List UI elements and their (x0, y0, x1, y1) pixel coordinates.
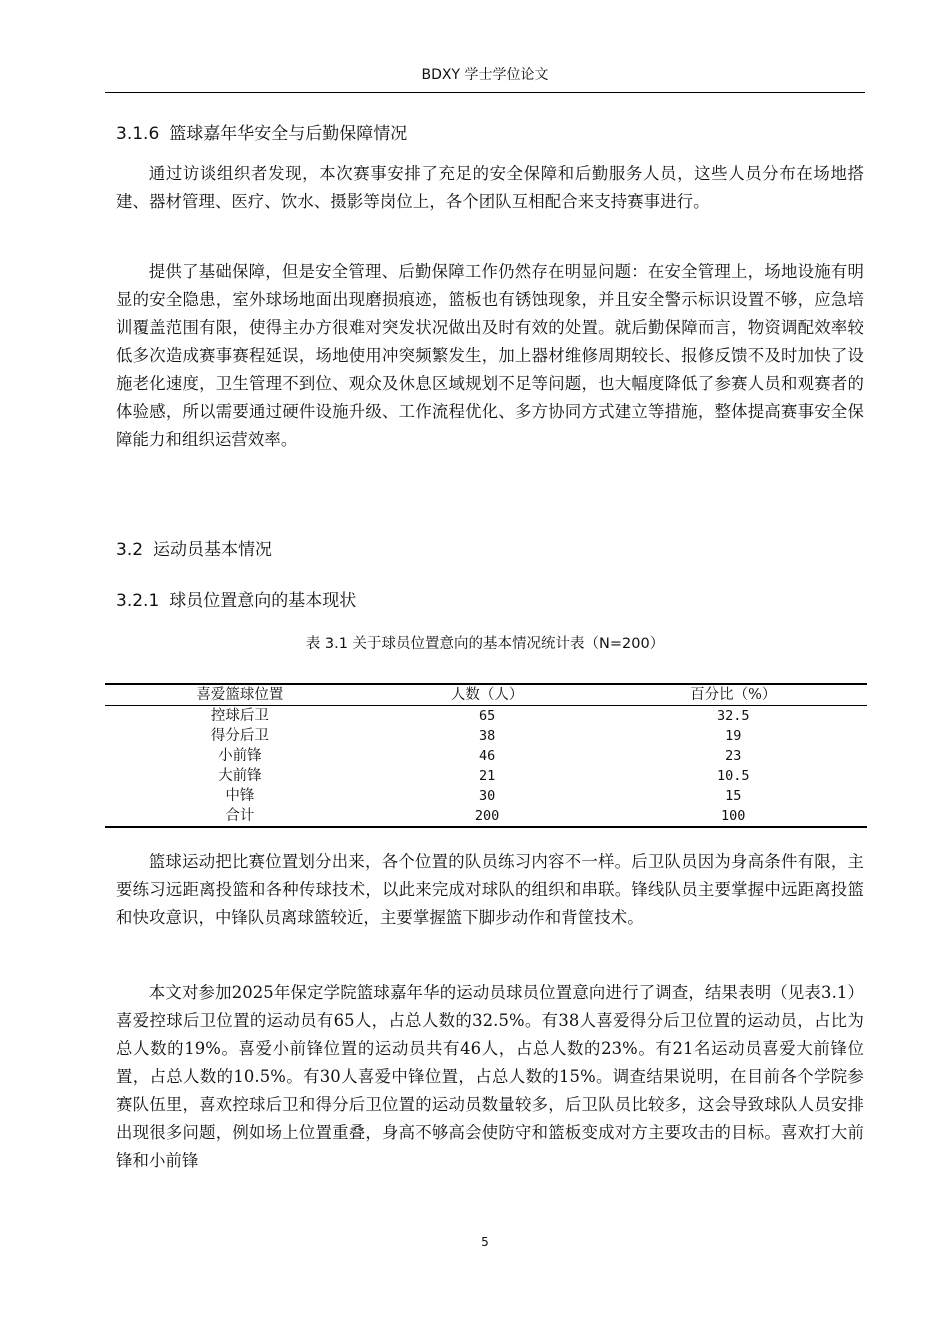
percent-cell: 10.5 (716, 768, 750, 784)
table-row (105, 766, 867, 786)
position-cell: 中锋 (225, 788, 255, 804)
section-number: 3.2.1 (116, 591, 160, 611)
percent-cell: 19 (725, 728, 742, 744)
position-cell: 大前锋 (218, 768, 262, 784)
paragraph: 篮球运动把比赛位置划分出来，各个位置的队员练习内容不一样。后卫队员因为身高条件有限，主要练习远距离投篮和各种传球技术，以此来完成对球队的组织和串联。锋线队员主要掌握中远距离投篮和快攻意识，中锋队员离球篮较近，主要掌握篮下脚步动作和背筐技术。 (116, 852, 864, 927)
count-cell: 46 (478, 748, 496, 764)
section-title: 运动员基本情况 (153, 540, 273, 560)
count-cell: 30 (478, 788, 496, 804)
table-caption: 表 3.1 关于球员位置意向的基本情况统计表（N=200） (305, 636, 665, 652)
count-cell: 200 (474, 808, 500, 824)
section-title: 球员位置意向的基本现状 (169, 591, 357, 611)
position-cell: 控球后卫 (210, 708, 269, 724)
count-cell: 38 (478, 728, 496, 744)
column-header: 喜爱篮球位置 (105, 684, 375, 706)
percent-cell: 23 (725, 748, 742, 764)
section-number: 3.1.6 (116, 124, 160, 144)
table-row (105, 746, 867, 766)
table-row (105, 726, 867, 746)
position-cell: 小前锋 (218, 748, 262, 764)
position-cell: 合计 (225, 808, 255, 824)
paragraph: 通过访谈组织者发现，本次赛事安排了充足的安全保障和后勤服务人员，这些人员分布在场地搭建、器材管理、医疗、饮水、摄影等岗位上，各个团队互相配合来支持赛事进行。 (116, 164, 864, 211)
percent-cell: 100 (721, 808, 746, 824)
table-row (105, 706, 867, 727)
percent-cell: 15 (725, 788, 742, 804)
position-cell: 得分后卫 (210, 728, 269, 744)
section-heading-3-1-6 (116, 119, 407, 144)
table-row (105, 786, 867, 806)
section-number: 3.2 (116, 540, 144, 560)
count-cell: 21 (478, 768, 496, 784)
position-stats-table (105, 683, 867, 828)
paragraph: 提供了基础保障，但是安全管理、后勤保障工作仍然存在明显问题：在安全管理上，场地设施有明显的安全隐患，室外球场地面出现磨损痕迹，篮板也有锈蚀现象，并且安全警示标识设置不够，应急培训覆盖范围有限，使得主办方很难对突发状况做出及时有效的处置。就后勤保障而言，物资调配效率较低多次造成赛事赛程延误，场地使用冲突频繁发生，加上器材维修周期较长、报修反馈不及时加快了设施老化速度，卫生管理不到位、观众及休息区域规划不足等问题，也大幅度降低了参赛人员和观赛者的体验感，所以需要通过硬件设施升级、工作流程优化、多方协同方式建立等措施，整体提高赛事安全保障能力和组织运营效率。 (116, 262, 864, 449)
table-total-row (105, 806, 867, 827)
percent-cell: 32.5 (716, 708, 750, 724)
count-cell: 65 (478, 708, 496, 724)
column-header: 百分比（%） (599, 684, 867, 706)
section-heading-3-2 (116, 535, 272, 560)
running-header: BDXY 学士学位论文 (421, 67, 549, 83)
section-title: 篮球嘉年华安全与后勤保障情况 (169, 124, 408, 144)
paragraph: 本文对参加2025年保定学院篮球嘉年华的运动员球员位置意向进行了调查，结果表明（见表3.1）喜爱控球后卫位置的运动员有65人，占总人数的32.5%。有38人喜爱得分后卫位置的运动员，占比为总人数的19%。喜爱小前锋位置的运动员共有46人，占总人数的23%。有21名运动员喜爱大前锋位置，占总人数的10.5%。有30人喜爱中锋位置，占总人数的15%。调查结果说明，在目前各个学院参赛队伍里，喜欢控球后卫和得分后卫位置的运动员数量较多，后卫队员比较多，这会导致球队人员安排出现很多问题，例如场上位置重叠，身高不够高会使防守和篮板变成对方主要攻击的目标。喜欢打大前锋和小前锋 (116, 983, 864, 1170)
header-rule (105, 92, 865, 93)
page-number: 5 (481, 1235, 489, 1249)
table-header-row (105, 684, 867, 706)
column-header: 人数（人） (375, 684, 600, 706)
section-heading-3-2-1 (116, 586, 356, 611)
